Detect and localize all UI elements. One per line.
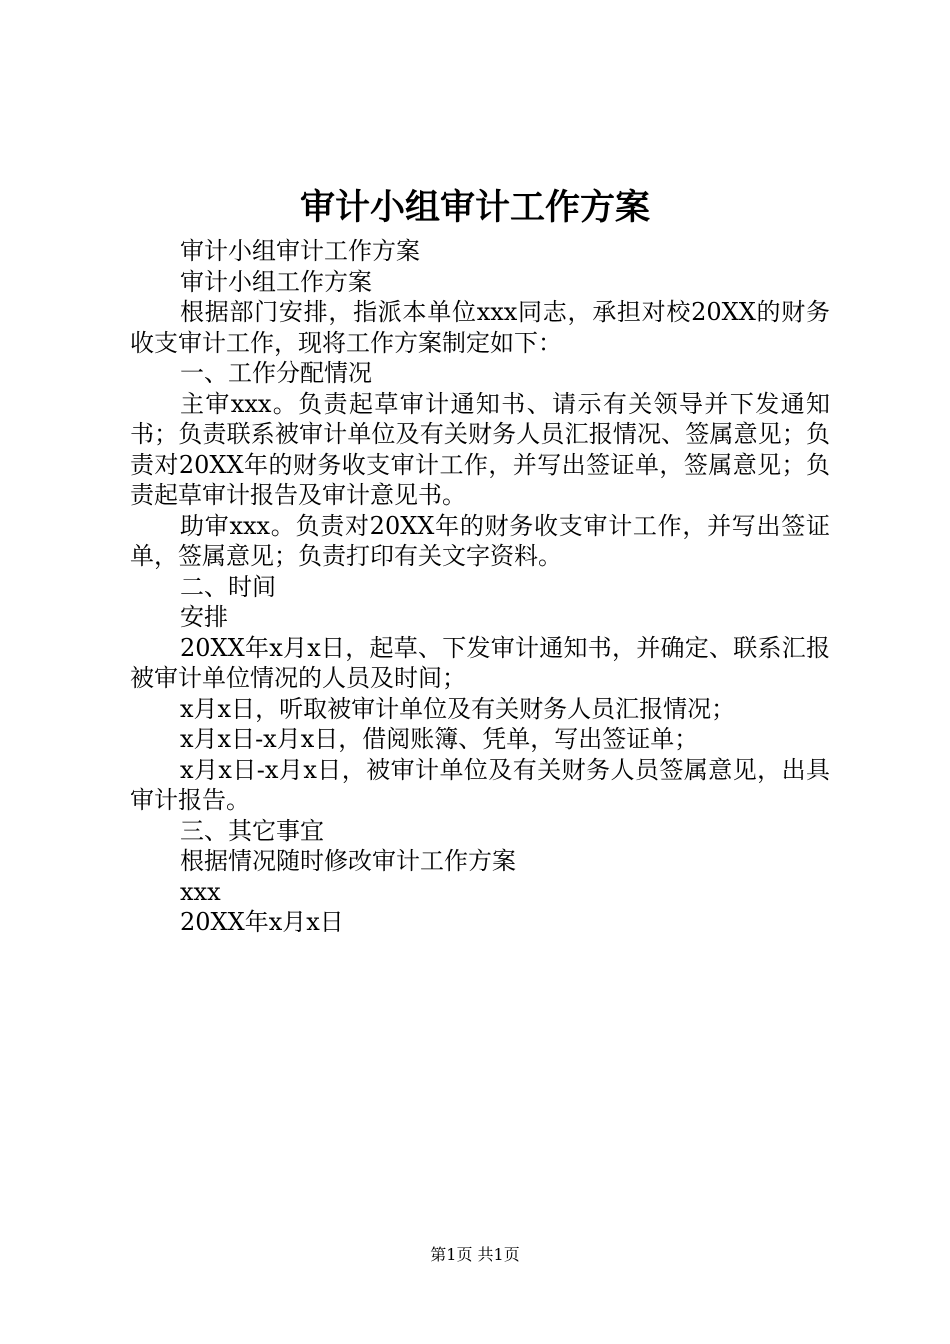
page-title: 审计小组审计工作方案 xyxy=(299,188,650,228)
signature-date: 20XX年x月x日 xyxy=(180,908,344,936)
paragraph-doc-heading: 审计小组审计工作方案 xyxy=(180,237,420,265)
paragraph-intro: 根据部门安排，指派本单位xxx同志，承担对校20XX的财务收支审计工作，现将工作方案制定如下： xyxy=(130,298,830,357)
paragraph-chief-auditor: 主审xxx。负责起草审计通知书、请示有关领导并下发通知书；负责联系被审计单位及有关财务人员汇报情况、签属意见；负责对20XX年的财务收支审计工作，并写出签证单，签属意见；负责起草审计报告及审计意见书。 xyxy=(130,389,830,509)
page-footer: 第1页 共1页 xyxy=(430,1245,520,1264)
section-heading-time: 二、时间 xyxy=(180,572,276,601)
schedule-item-4: x月x日-x月x日，被审计单位及有关财务人员签属意见，出具审计报告。 xyxy=(130,755,830,814)
document-body xyxy=(130,236,830,938)
paragraph-subheading: 审计小组工作方案 xyxy=(180,267,372,296)
schedule-item-2: x月x日，听取被审计单位及有关财务人员汇报情况； xyxy=(180,694,736,723)
schedule-item-3: x月x日-x月x日，借阅账簿、凭单，写出签证单； xyxy=(180,725,699,753)
schedule-item-1: 20XX年x月x日，起草、下发审计通知书，并确定、联系汇报被审计单位情况的人员及时间； xyxy=(130,633,830,692)
paragraph-arrangement: 安排 xyxy=(180,603,228,631)
section-heading-other-matters: 三、其它事宜 xyxy=(180,816,324,845)
signature-name: xxx xyxy=(180,877,221,906)
paragraph-assistant-auditor: 助审xxx。负责对20XX年的财务收支审计工作，并写出签证单，签属意见；负责打印有关文字资料。 xyxy=(130,511,830,570)
paragraph-other-matters: 根据情况随时修改审计工作方案 xyxy=(180,847,516,875)
section-heading-work-assignment: 一、工作分配情况 xyxy=(180,359,372,387)
